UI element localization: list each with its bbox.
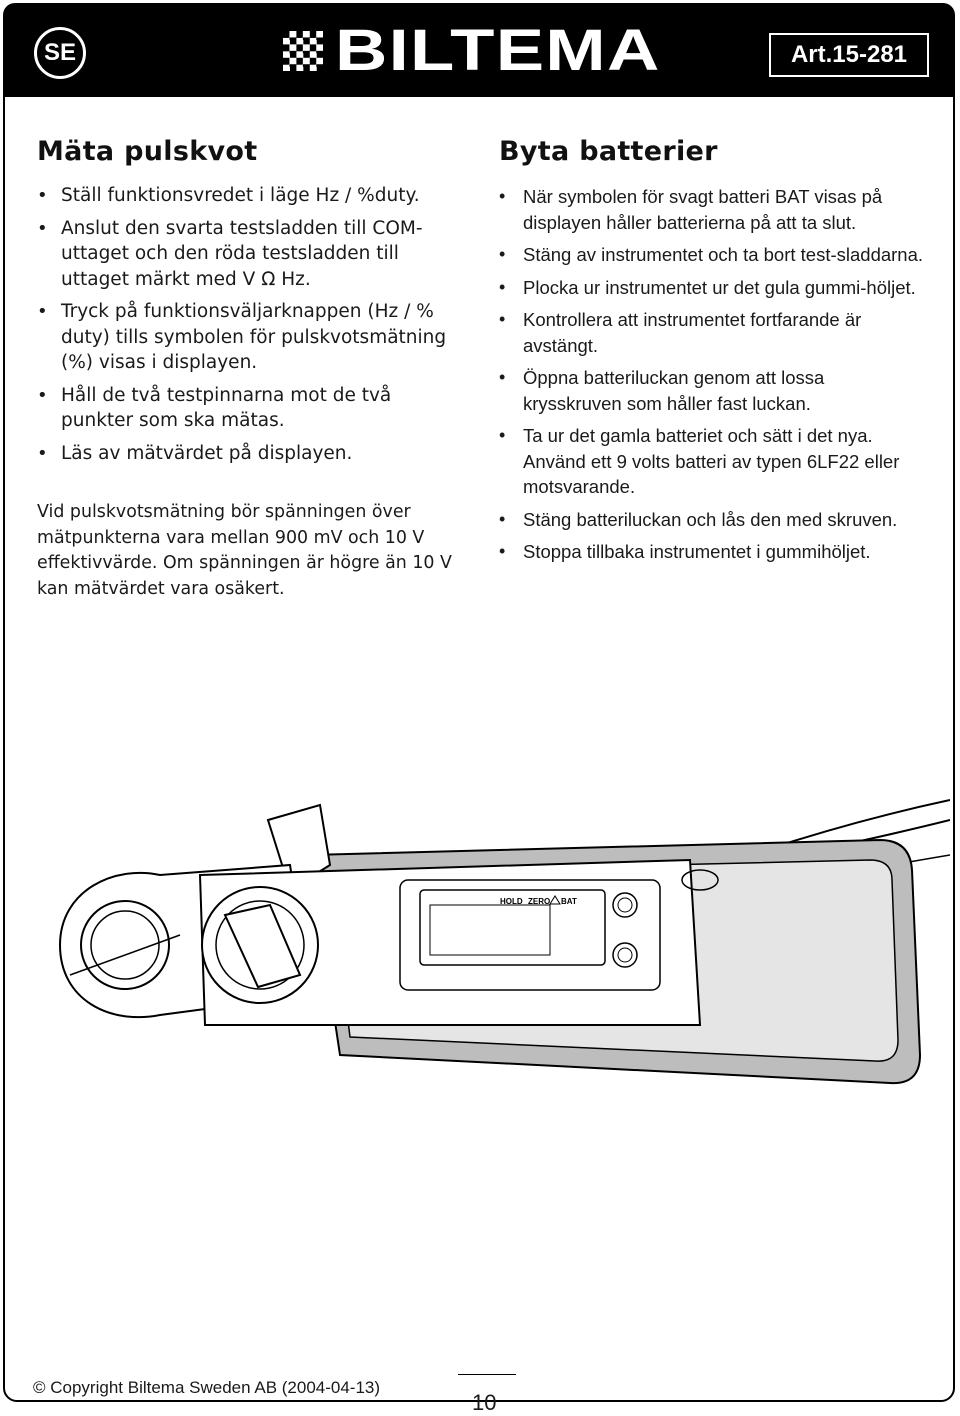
list-item: • Stäng av instrumentet och ta bort test-sladdarna.: [499, 242, 924, 268]
copyright-text: © Copyright Biltema Sweden AB (2004-04-13): [33, 1378, 381, 1397]
list-item: • Ställ funktionsvredet i läge Hz / %duty.: [37, 183, 457, 209]
language-badge: SE: [34, 27, 86, 79]
page-number: 10: [472, 1390, 497, 1415]
display-zero-label: ZERO: [528, 897, 551, 906]
header-bar: [3, 3, 955, 97]
list-item: • När symbolen för svagt batteri BAT visas på displayen håller batterierna på att ta slut.: [499, 184, 924, 235]
list-item: • Kontrollera att instrumentet fortfarande är avstängt.: [499, 307, 924, 358]
brand-name: BILTEMA: [335, 18, 661, 83]
list-item: • Plocka ur instrumentet ur det gula gummi-höljet.: [499, 275, 924, 301]
list-item: • Stoppa tillbaka instrumentet i gummihöljet.: [499, 539, 924, 565]
page-number-rule: [458, 1374, 516, 1375]
clamp-meter-illustration: [30, 795, 950, 1095]
display-bat-label: BAT: [561, 897, 577, 906]
list-item: • Tryck på funktionsväljarknappen (Hz / % duty) tills symbolen för pulskvotsmätning (%) visas i displayen.: [37, 299, 457, 376]
list-item: • Anslut den svarta testsladden till COM-uttaget och den röda testsladden till uttaget märkt med V Ω Hz.: [37, 216, 457, 293]
display-hold-label: HOLD: [500, 897, 523, 906]
article-number: Art.15-281: [769, 33, 929, 77]
left-bullet-list: [37, 183, 457, 473]
list-item: • Stäng batteriluckan och lås den med skruven.: [499, 507, 924, 533]
left-section-title: Mäta pulskvot: [37, 136, 258, 167]
right-bullet-list: [499, 184, 924, 572]
list-item: • Läs av mätvärdet på displayen.: [37, 441, 457, 467]
left-note: Vid pulskvotsmätning bör spänningen över mätpunkterna vara mellan 900 mV och 10 V effektivvärde. Om spänningen är högre än 10 V kan mätvärdet vara osäkert.: [37, 502, 452, 599]
right-section-title: Byta batterier: [499, 136, 718, 167]
list-item: • Håll de två testpinnarna mot de två punkter som ska mätas.: [37, 383, 457, 434]
checker-icon: [283, 31, 323, 71]
list-item: • Öppna batteriluckan genom att lossa krysskruven som håller fast luckan.: [499, 365, 924, 416]
brand-logo: [283, 18, 661, 83]
list-item: • Ta ur det gamla batteriet och sätt i det nya. Använd ett 9 volts batteri av typen 6LF22 eller motsvarande.: [499, 423, 924, 500]
